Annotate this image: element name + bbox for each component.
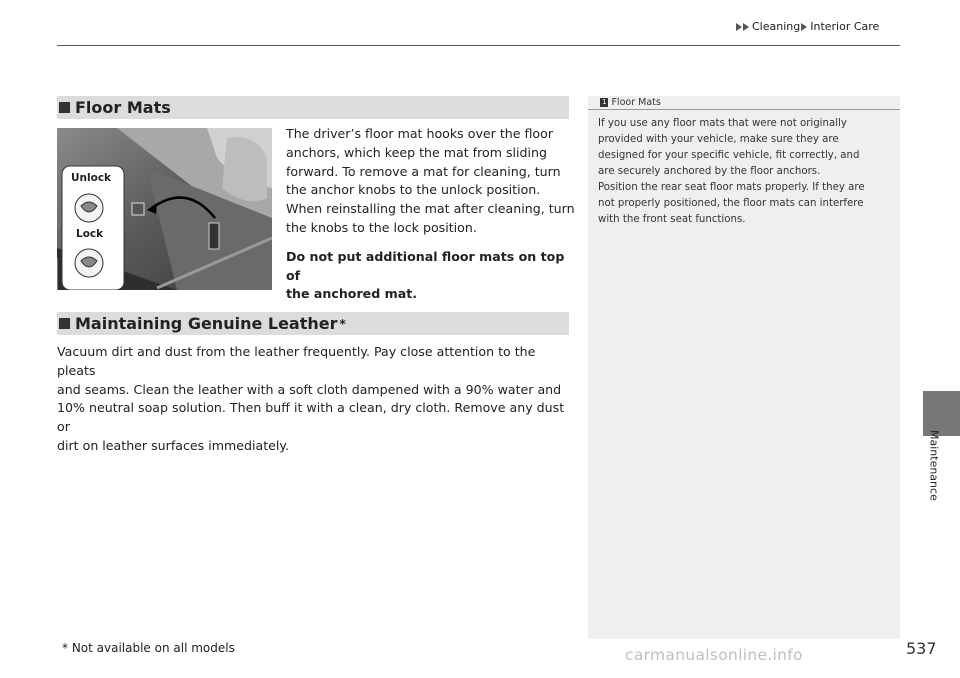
text-line: designed for your specific vehicle, fit correctly, and <box>598 150 860 161</box>
warning-line: the anchored mat. <box>286 286 418 302</box>
chapter-tab-label: Maintenance <box>927 430 941 501</box>
text-line: The driver’s floor mat hooks over the floor <box>286 126 554 141</box>
text-line: the knobs to the lock position. <box>286 219 477 235</box>
text-line: the anchor knobs to the unlock position. <box>286 182 541 198</box>
square-bullet-icon <box>59 318 70 329</box>
text-line: 10% neutral soap solution. Then buff it with a clean, dry cloth. Remove any dust or <box>57 400 565 435</box>
breadcrumb <box>735 20 879 33</box>
side-note-body <box>598 116 888 228</box>
unlock-label: Unlock <box>71 172 112 184</box>
warning-line: Do not put additional floor mats on top of <box>286 248 565 283</box>
text-line: are securely anchored by the floor anchors. <box>598 166 821 177</box>
side-note-title-text: Floor Mats <box>611 97 661 108</box>
note-number-badge: 1 <box>602 98 607 106</box>
floor-mat-anchor-figure <box>57 128 272 290</box>
text-line: with the front seat functions. <box>598 214 746 225</box>
side-note-panel <box>588 96 900 639</box>
floor-mat-anchor-illustration <box>57 128 272 290</box>
breadcrumb-item-cleaning[interactable]: Cleaning <box>752 20 801 33</box>
section-heading-floor-mats <box>57 96 569 119</box>
header-divider <box>57 45 900 46</box>
text-line: Position the rear seat floor mats properly. If they are <box>598 182 865 193</box>
breadcrumb-arrow-icon <box>801 23 808 31</box>
floor-mats-body <box>286 125 576 304</box>
square-bullet-icon <box>59 102 70 113</box>
side-note-title <box>588 96 900 110</box>
leather-body <box>57 343 577 456</box>
breadcrumb-arrow-icon <box>736 23 750 31</box>
text-line: and seams. Clean the leather with a soft cloth dampened with a 90% water and <box>57 381 562 397</box>
watermark: carmanualsonline.info <box>625 646 803 664</box>
breadcrumb-item-interior-care[interactable]: Interior Care <box>810 20 880 33</box>
text-line: Vacuum dirt and dust from the leather frequently. Pay close attention to the pleats <box>57 344 536 378</box>
page-number: 537 <box>906 639 937 658</box>
text-line: dirt on leather surfaces immediately. <box>57 437 290 453</box>
text-line: anchors, which keep the mat from sliding <box>286 144 548 160</box>
text-line: When reinstalling the mat after cleaning, turn <box>286 201 575 217</box>
text-line: not properly positioned, the floor mats can interfere <box>598 198 864 209</box>
footnote-star: * <box>339 316 346 331</box>
lock-label: Lock <box>76 228 104 240</box>
section-heading-leather <box>57 312 569 335</box>
text-line: forward. To remove a mat for cleaning, turn <box>286 163 561 179</box>
footnote: * Not available on all models <box>62 641 235 655</box>
section-heading-text: Maintaining Genuine Leather <box>75 314 338 333</box>
text-line: provided with your vehicle, make sure they are <box>598 134 839 145</box>
text-line: If you use any floor mats that were not originally <box>598 118 847 129</box>
section-heading-text: Floor Mats <box>75 98 171 117</box>
